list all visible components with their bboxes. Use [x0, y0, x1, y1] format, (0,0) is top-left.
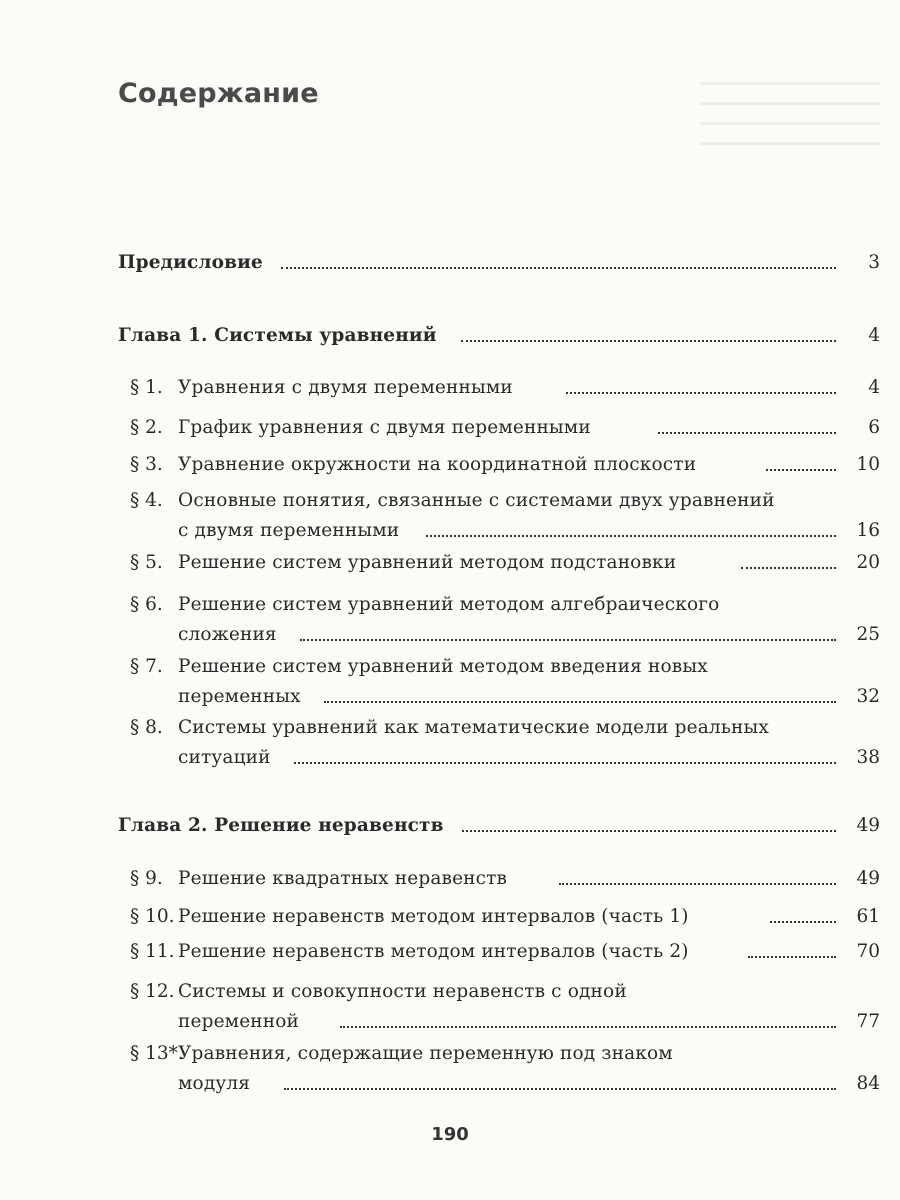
page-ref: 20 [856, 552, 880, 573]
section-number: § 13*. [130, 1043, 184, 1064]
section-number: § 12. [130, 981, 175, 1002]
toc-entry [0, 811, 900, 841]
toc-entry-line [0, 321, 900, 351]
toc-entry-line [0, 652, 900, 682]
toc-entry [0, 373, 900, 403]
page-ref: 32 [856, 686, 880, 707]
toc-entry-line [0, 1007, 900, 1037]
toc-entry-line [0, 743, 900, 773]
dot-leader [294, 743, 836, 773]
section-title: модуля [178, 1073, 251, 1094]
dot-leader [770, 902, 836, 932]
section-number: § 6. [130, 594, 163, 615]
toc-entry [0, 652, 900, 712]
section-title: Решение неравенств методом интервалов (часть 2) [178, 941, 689, 962]
toc-entry-line [0, 248, 900, 278]
toc-entry [0, 864, 900, 894]
toc-entry-line [0, 713, 900, 743]
section-number: § 8. [130, 717, 163, 738]
dot-leader [300, 620, 836, 650]
section-title: Уравнения, содержащие переменную под знаком [178, 1043, 673, 1064]
dot-leader [559, 864, 836, 894]
section-number: § 5. [130, 552, 163, 573]
section-title: Системы и совокупности неравенств с одной [178, 981, 627, 1002]
section-title: Решение квадратных неравенств [178, 868, 508, 889]
section-title: ситуаций [178, 747, 271, 768]
page-number: 190 [431, 1124, 469, 1145]
page-ref: 4 [868, 377, 880, 398]
toc-entry-line [0, 373, 900, 403]
toc-entry-line [0, 548, 900, 578]
section-title: Уравнения с двумя переменными [178, 377, 513, 398]
toc-entry-line [0, 977, 900, 1007]
dot-leader [324, 682, 836, 712]
chapter-title: Глава 2. Решение неравенств [118, 815, 444, 836]
page-ref: 84 [856, 1073, 880, 1094]
section-title: Решение систем уравнений методом введения новых [178, 656, 708, 677]
page-ref: 61 [856, 906, 880, 927]
dot-leader [281, 248, 836, 278]
dot-leader [284, 1069, 836, 1099]
section-number: § 10. [130, 906, 175, 927]
page-ref: 77 [856, 1011, 880, 1032]
page-ref: 16 [856, 520, 880, 541]
toc-entry [0, 413, 900, 443]
dot-leader [461, 321, 836, 351]
section-number: § 11. [130, 941, 175, 962]
dot-leader [462, 811, 836, 841]
dot-leader [426, 516, 836, 546]
section-title: сложения [178, 624, 277, 645]
page-ref: 49 [856, 868, 880, 889]
toc-entry [0, 902, 900, 932]
preface-title: Предисловие [118, 252, 263, 273]
toc-entry [0, 713, 900, 773]
page-ref: 70 [856, 941, 880, 962]
section-title: Системы уравнений как математические модели реальных [178, 717, 769, 738]
toc-entry [0, 548, 900, 578]
section-number: § 3. [130, 454, 163, 475]
page-ref: 10 [856, 454, 880, 475]
toc-entry [0, 590, 900, 650]
toc-entry-line [0, 1039, 900, 1069]
section-title: Решение систем уравнений методом подстановки [178, 552, 677, 573]
page-ref: 49 [856, 815, 880, 836]
toc-entry-line [0, 620, 900, 650]
page-ref: 38 [856, 747, 880, 768]
section-title: с двумя переменными [178, 520, 400, 541]
toc-entry-line [0, 1069, 900, 1099]
dot-leader [658, 413, 836, 443]
toc-entry [0, 450, 900, 480]
page-ref: 25 [856, 624, 880, 645]
page-title: Содержание [118, 78, 319, 109]
dot-leader [748, 937, 836, 967]
section-title: График уравнения с двумя переменными [178, 417, 591, 438]
toc-entry-line [0, 682, 900, 712]
dot-leader [741, 548, 836, 578]
dot-leader [766, 450, 836, 480]
section-number: § 9. [130, 868, 163, 889]
page-ref: 6 [868, 417, 880, 438]
toc-entry-line [0, 902, 900, 932]
toc-entry [0, 1039, 900, 1099]
section-title: переменных [178, 686, 301, 707]
toc-entry-line [0, 937, 900, 967]
toc-entry-line [0, 590, 900, 620]
toc-entry-line [0, 450, 900, 480]
toc-entry-line [0, 811, 900, 841]
section-title: Уравнение окружности на координатной плоскости [178, 454, 697, 475]
section-title: Решение систем уравнений методом алгебраического [178, 594, 720, 615]
section-title: Основные понятия, связанные с системами двух уравнений [178, 490, 775, 511]
toc-entry [0, 486, 900, 546]
section-title: Решение неравенств методом интервалов (часть 1) [178, 906, 689, 927]
section-number: § 1. [130, 377, 163, 398]
section-number: § 4. [130, 490, 163, 511]
toc-entry-line [0, 486, 900, 516]
toc-entry-line [0, 864, 900, 894]
toc-entry [0, 977, 900, 1037]
toc-entry [0, 321, 900, 351]
toc-entry-line [0, 413, 900, 443]
toc-entry [0, 248, 900, 278]
page-ref: 4 [868, 325, 880, 346]
dot-leader [566, 373, 836, 403]
section-title: переменной [178, 1011, 300, 1032]
section-number: § 2. [130, 417, 163, 438]
toc-entry [0, 937, 900, 967]
section-number: § 7. [130, 656, 163, 677]
toc-entry-line [0, 516, 900, 546]
chapter-title: Глава 1. Системы уравнений [118, 325, 437, 346]
page-ref: 3 [868, 252, 880, 273]
dot-leader [340, 1007, 836, 1037]
